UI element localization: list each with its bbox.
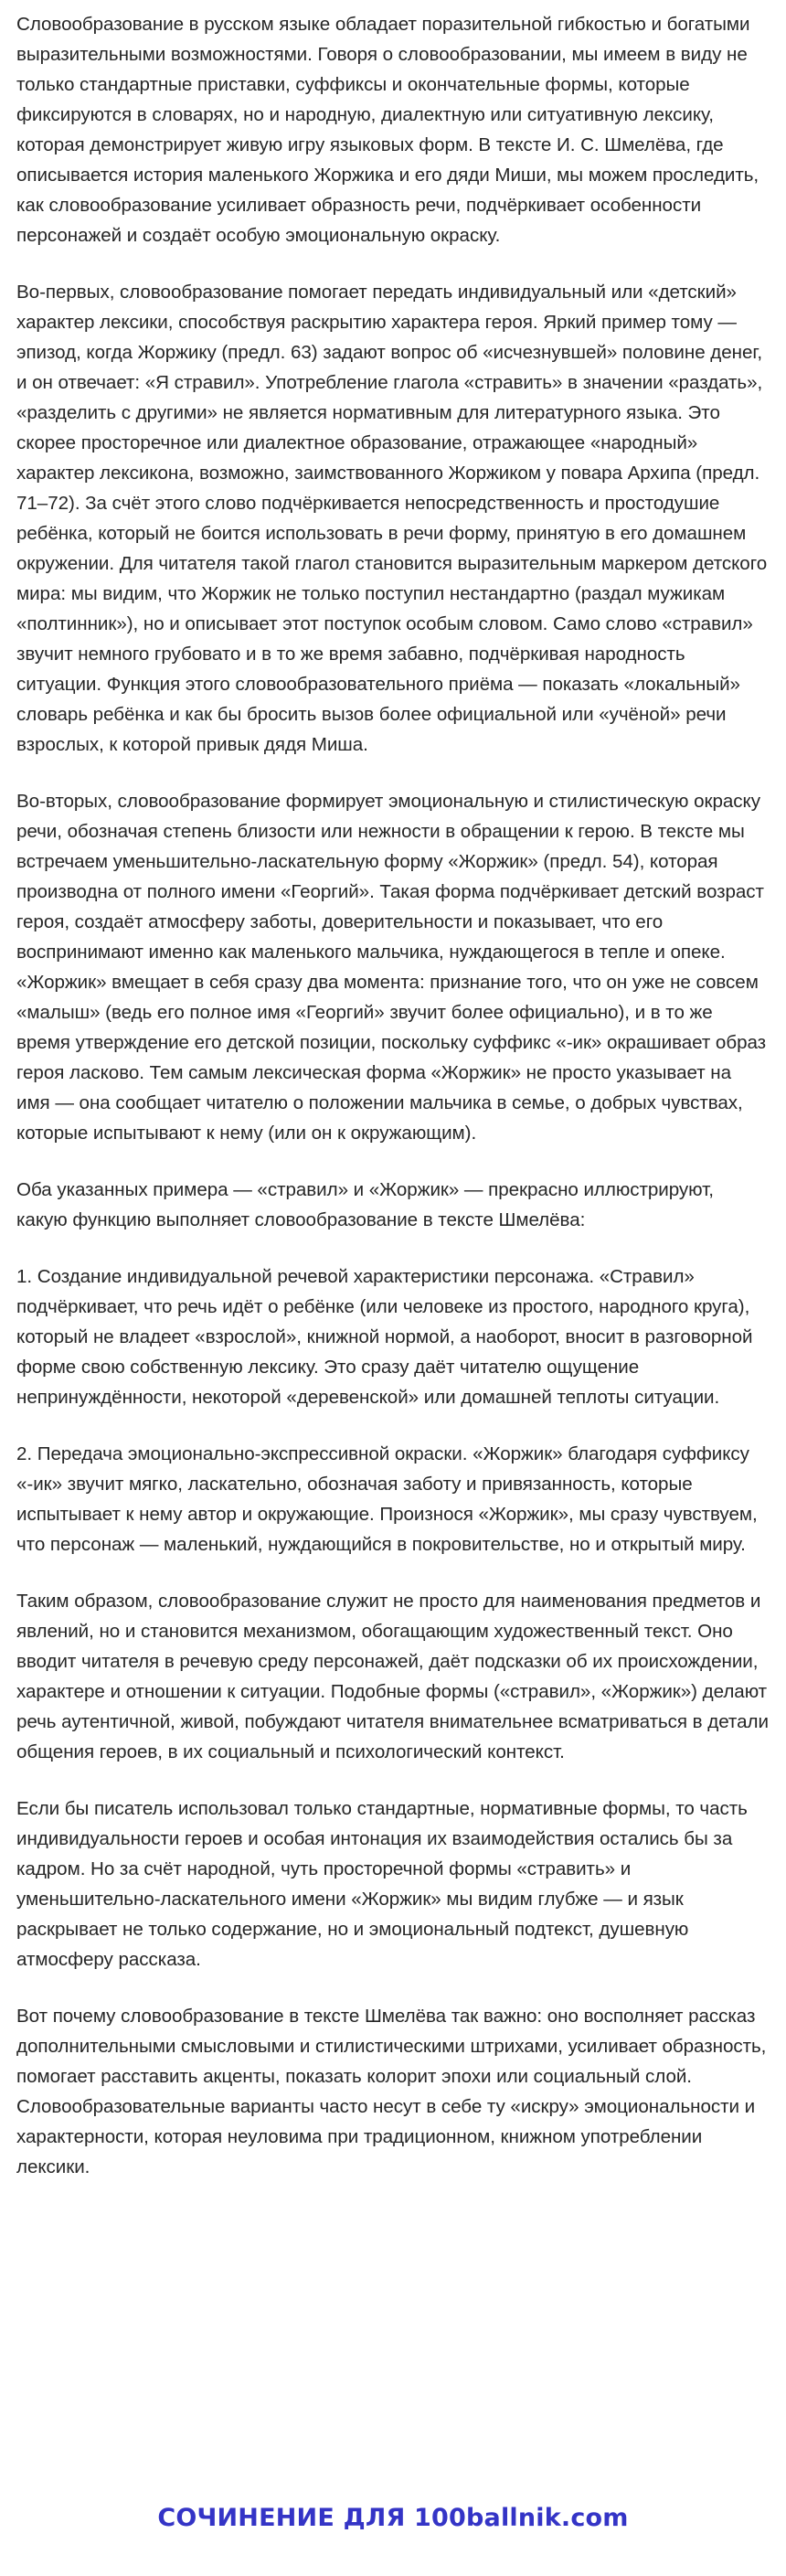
essay-article xyxy=(16,9,770,2209)
paragraph-counterfactual: Если бы писатель использовал только стандартные, нормативные формы, то часть индивидуальности героев и особая интонация их взаимодействия остались бы за кадром. Но за счёт народной, чуть просторечной формы «стравить» и уменьшительно-ласкательного имени «Жоржик» мы видим глубже — и язык раскрывает не только содержание, но и эмоциональный подтекст, душевную атмосферу рассказа. xyxy=(16,1798,748,1970)
paragraph-final: Вот почему словообразование в тексте Шмелёва так важно: оно восполняет рассказ дополнительными смысловыми и стилистическими штрихами, усиливает образность, помогает расставить акценты, показать колорит эпохи или социальный слой. Словообразовательные варианты часто несут в себе ту «искру» эмоциональности и характерности, которая неуловима при традиционном, книжном употреблении лексики. xyxy=(16,2006,767,2177)
paragraph-conclusion: Таким образом, словообразование служит не просто для наименования предметов и явлений, но и становится механизмом, обогащающим художественный текст. Оно вводит читателя в речевую среду персонажей, даёт подсказки об их происхождении, характере и отношении к ситуации. Подобные формы («стравил», «Жоржик») делают речь аутентичной, живой, побуждают читателя внимательнее всматриваться в детали общения героев, в их социальный и психологический контекст. xyxy=(16,1591,769,1762)
paragraph-intro: Словообразование в русском языке обладает поразительной гибкостью и богатыми выразительными возможностями. Говоря о словообразовании, мы имеем в виду не только стандартные приставки, суффиксы и окончательные формы, которые фиксируются в словарях, но и народную, диалектную или ситуативную лексику, которая демонстрирует живую игру языковых форм. В тексте И. С. Шмелёва, где описывается история маленького Жоржика и его дяди Миши, мы можем проследить, как словообразование усиливает образность речи, подчёркивает особенности персонажей и создаёт особую эмоциональную окраску. xyxy=(16,14,759,246)
paragraph-second-argument: Во-вторых, словообразование формирует эмоциональную и стилистическую окраску речи, обозначая степень близости или нежности в обращении к герою. В тексте мы встречаем уменьшительно-ласкательную форму «Жоржик» (предл. 54), которая производна от полного имени «Георгий». Такая форма подчёркивает детский возраст героя, создаёт атмосферу заботы, доверительности и показывает, что его воспринимают именно как маленького мальчика, нуждающегося в тепле и опеке. «Жоржик» вмещает в себя сразу два момента: признание того, что он уже не совсем «малыш» (ведь его полное имя «Георгий» звучит более официально), и в то же время утверждение его детской позиции, поскольку суффикс «-ик» окрашивает образ героя ласково. Тем самым лексическая форма «Жоржик» не просто указывает на имя — она сообщает читателю о положении мальчика в семье, о добрых чувствах, которые испытывают к нему (или он к окружающим). xyxy=(16,791,767,1144)
paragraph-point-two: 2. Передача эмоционально-экспрессивной окраски. «Жоржик» благодаря суффиксу «-ик» звучит мягко, ласкательно, обозначая заботу и привязанность, которые испытывает к нему автор и окружающие. Произнося «Жоржик», мы сразу чувствуем, что персонаж — маленький, нуждающийся в покровительстве, но и открытый миру. xyxy=(16,1443,758,1555)
paragraph-examples-lead: Оба указанных примера — «стравил» и «Жоржик» — прекрасно иллюстрируют, какую функцию выполняет словообразование в тексте Шмелёва: xyxy=(16,1179,714,1230)
site-watermark-footer: СОЧИНЕНИЕ ДЛЯ 100ballnik.com xyxy=(157,2504,629,2532)
paragraph-first-argument: Во-первых, словообразование помогает передать индивидуальный или «детский» характер лексики, способствуя раскрытию характера героя. Яркий пример тому — эпизод, когда Жоржику (предл. 63) задают вопрос об «исчезнувшей» половине денег, и он отвечает: «Я стравил». Употребление глагола «стравить» в значении «раздать», «разделить с другими» не является нормативным для литературного языка. Это скорее просторечное или диалектное образование, отражающее «народный» характер лексикона, возможно, заимствованного Жоржиком у повара Архипа (предл. 71–72). За счёт этого слово подчёркивается непосредственность и простодушие ребёнка, который не боится использовать в речи форму, принятую в его домашнем окружении. Для читателя такой глагол становится выразительным маркером детского мира: мы видим, что Жоржик не только поступил нестандартно (раздал мужикам «полтинник»), но и описывает этот поступок особым словом. Само слово «стравил» звучит немного грубовато и в то же время забавно, подчёркивая народность ситуации. Функция этого словообразовательного приёма — показать «локальный» словарь ребёнка и как бы бросить вызов более официальной или «учёной» речи взрослых, к которой привык дядя Миша. xyxy=(16,282,768,755)
paragraph-point-one: 1. Создание индивидуальной речевой характеристики персонажа. «Стравил» подчёркивает, что речь идёт о ребёнке (или человеке из простого, народного круга), который не владеет «взрослой», книжной нормой, а наоборот, вносит в разговорной форме свою собственную лексику. Это сразу даёт читателю ощущение непринуждённости, некоторой «деревенской» или домашней теплоты ситуации. xyxy=(16,1266,753,1408)
